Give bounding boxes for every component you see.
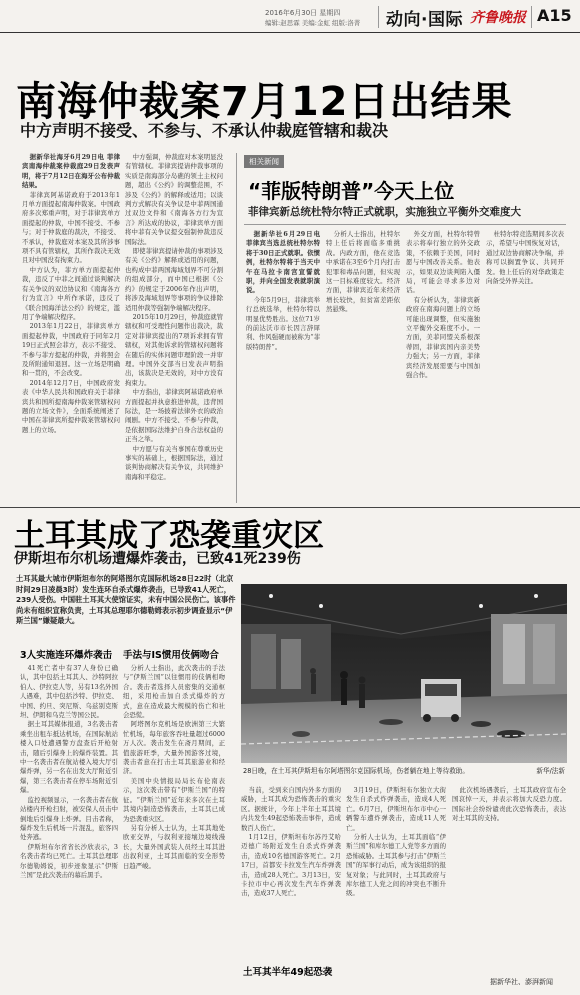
related-body-col3: 外交方面，杜特尔特曾表示将奉行独立的外交政策，不依赖于美国，同时愿与中国改善关系。他表示，如果双边谈判陷入僵局，可能会寻求多边对话。 有分析认为，菲律宾新政府在南海问题上的立场可能出现调整，但实施独立平衡外交难度不小。一方面，美菲同盟关系根深蒂固，菲律宾国内亲美势力强大；另一方面，菲律宾经济发展需要与中国加强合作。 — [406, 230, 480, 380]
story1-body-col1: 据新华社海牙6月29日电 菲律宾南海仲裁案仲裁庭29日发表声明，将于7月12日在海牙公布仲裁结果。 菲律宾阿基诺政府于2013年1月单方面提起南海仲裁案。中国政府多次郑重声明，对于菲律宾单方面提起的仲裁，中国不接受、不参与；对于仲裁庭的裁决，不接受、不承认，仲裁庭对本案及其所涉事项不具有管辖权，其所作裁决无效且对中国没有拘束力。 中方认为，菲方单方面提起仲裁，违反了中菲之间通过谈判解决有关争议的双边协议和《南海各方行为宣言》中所作承诺，违反了《联合国海洋法公约》的规定，滥用了争端解决程序。 2013年1月22日，菲律宾单方面提起仲裁，中国政府于同年2月19日正式照会菲方，表示不接受、不参与菲方提起的仲裁，并将照会及所附通知退回。这一立场是明确和一贯的，不会改变。 2014年12月7日，中国政府发表《中华人民共和国政府关于菲律宾共和国所提南海仲裁案管辖权问题的立场文件》，全面系统阐述了中国在菲律宾所提仲裁案管辖权问题上的立场。 — [22, 153, 120, 434]
related-body-col2: 分析人士指出，杜特尔特上任后将面临多重挑战。内政方面，他在竞选中承诺在3至6个月内打击犯罪和毒品问题，但实现这一目标难度较大。经济方面，菲律宾近年来经济增长较快，但贫富差距依然悬殊。 — [326, 230, 400, 314]
date-line: 2016年6月30日 星期四 — [265, 9, 341, 17]
story2-subhead: 伊斯坦布尔机场遭爆炸袭击，已致41死239伤 — [14, 551, 301, 567]
story2-lead: 土耳其最大城市伊斯坦布尔的阿塔图尔克国际机场28日22时（北京时间29日凌晨3时）发生连环自杀式爆炸袭击，已导致41人死亡，239人受伤。中国驻土耳其大使馆证实，未有中国公民伤亡。该事件尚未有组织宣称负责，土耳其总理耶尔德勒姆表示初步调查显示“伊斯兰国”嫌疑最大。 — [16, 574, 236, 626]
related-subhead: 菲律宾新总统杜特尔特正式就职，实施独立平衡外交难度大 — [248, 206, 521, 218]
related-headline: “菲版特朗普”今天上位 — [248, 179, 455, 203]
subsection1-body: 41死亡者中有37人身份已确认，其中包括土耳其人、沙特阿拉伯人、伊拉克人等，另有13名外国人遇难，其中包括沙特、伊拉克、中国、约旦、突尼斯、乌兹别克斯坦、伊朗和乌克兰等国公民。 据土耳其媒体报道，3名袭击者乘坐出租车抵达机场，在国际航站楼入口处遭遇警方盘查后开枪射击，随后引爆身上的爆炸装置。其中一名袭击者在航站楼入境大厅引爆炸弹，另一名在出发大厅附近引爆，第三名袭击者在停车场附近引爆。 监控视频显示，一名袭击者在航站楼内开枪扫射，被安保人员击中倒地后引爆身上炸弹。目击者称，爆炸发生后机场一片混乱，旅客四处奔逃。 伊斯坦布尔省省长沙欣表示，3名袭击者均已死亡。土耳其总理耶尔德勒姆说，初步迹象显示“伊斯兰国”是此次袭击的幕后黑手。 — [20, 664, 118, 879]
paper-name-logo: 齐鲁晚报 — [470, 10, 526, 26]
photo-caption: 28日晚，在土耳其伊斯坦布尔阿塔图尔克国际机场，伤者躺在地上等待救助。 新华/法新 — [243, 767, 565, 775]
page-number: A15 — [537, 6, 572, 25]
timeline-body-col1: 当前，受到来自国内外多方面的威胁，土耳其成为恐怖袭击的重灾区。据统计，今年上半年土耳其境内共发生49起恐怖袭击事件，造成数百人伤亡。 1月12日，伊斯坦布尔苏丹艾哈迈德广场附近发生自杀式炸弹袭击，造成10名德国游客死亡。2月17日，首都安卡拉发生汽车炸弹袭击，造成28人死亡。3月13日，安卡拉市中心再次发生汽车炸弹袭击，造成37人死亡。 — [241, 786, 341, 898]
timeline-body-col3: 此次机场遇袭后，土耳其政府宣布全国哀悼一天，并表示将加大反恐力度。国际社会纷纷谴责此次恐怖袭击，表达对土耳其的支持。 — [452, 786, 566, 823]
editors-line: 编辑:赵思霖 美编:金虹 组版:洛菁 — [265, 19, 361, 27]
story1-body-col2: 中方强调，仲裁庭对本案明显没有管辖权。菲律宾提请仲裁事项的实质是南海部分岛礁的领土主权问题，超出《公约》的调整范围，不涉及《公约》的解释或适用；以谈判方式解决有关争议是中菲两国通过双边文件和《南海各方行为宣言》所达成的协议，菲律宾单方面将中菲有关争议提交强制仲裁违反国际法。 即使菲律宾提请仲裁的事项涉及有关《公约》解释或适用的问题，也构成中菲两国海域划界不可分割的组成部分，而中国已根据《公约》的规定于2006年作出声明，将涉及海域划界等事项的争议排除适用仲裁等强制争端解决程序。 2015年10月29日，仲裁庭就管辖权和可受理性问题作出裁决，裁定对菲律宾提出的7项诉求拥有管辖权，对其他诉求的管辖权问题将在随后的实体问题审理阶段一并审理。中国外交部当日发表声明指出，该裁决是无效的，对中方没有拘束力。 中方指出，菲律宾阿基诺政府单方面提起并执意推进仲裁，违背国际法，是一场披着法律外衣的政治闹剧。中方不接受、不参与仲裁，是依据国际法维护自身合法权益的正当之举。 中方愿与有关当事国在尊重历史事实的基础上，根据国际法，通过谈判协商解决有关争议，共同维护南海和平稳定。 — [125, 153, 223, 481]
story1-headline: 南海仲裁案7月12日出结果 — [16, 79, 513, 125]
related-body-col4: 杜特尔特竞选期间多次表示，希望与中国恢复对话，通过双边协商解决争端，并称可以搁置争议、共同开发。他上任后的对华政策走向备受外界关注。 — [486, 230, 564, 286]
section-label: 动向·国际 — [386, 10, 463, 30]
photo-credit: 新华/法新 — [536, 767, 565, 775]
timeline-title: 土耳其半年49起恐袭 — [243, 967, 333, 978]
subsection2-title: 手法与IS惯用伎俩吻合 — [123, 650, 219, 661]
related-body-col1: 据新华社6月29日电 菲律宾当选总统杜特尔特将于30日正式就职。依惯例，杜特尔特将于当天中午在马拉卡南宫宣誓就职，并向全国发表就职演说。 今年5月9日，菲律宾举行总统选举，杜特尔特以明显优势胜出。这位71岁的前达沃市市长因言辞犀利、作风强硬而被称为“菲版特朗普”。 — [246, 230, 320, 351]
source-line: 据新华社、澎湃新闻 — [490, 978, 553, 986]
timeline-body-col2: 3月19日，伊斯坦布尔独立大街发生自杀式炸弹袭击，造成4人死亡。6月7日，伊斯坦布尔市中心一辆警车遭炸弹袭击，造成11人死亡。 分析人士认为，土耳其面临“伊斯兰国”和库尔德工人党等多方面的恐怖威胁。土耳其参与打击“伊斯兰国”的军事行动后，成为该组织的报复对象；与此同时，土耳其政府与库尔德工人党之间的冲突也不断升级。 — [346, 786, 446, 898]
airport-attack-photo — [241, 584, 567, 763]
subsection2-body: 分析人士指出，此次袭击的手法与“伊斯兰国”以往惯用的伎俩相吻合。袭击者选择人员密集的交通枢纽，采用枪击加自杀式爆炸的方式，意在造成最大规模的伤亡和社会恐慌。 阿塔图尔克机场是欧洲第三大繁忙机场，每年旅客吞吐量超过6000万人次。袭击发生在斋月期间，正值旅游旺季，大量外国游客过境，袭击者意在打击土耳其旅游业和经济。 美国中央情报局局长布伦南表示，这次袭击带有“伊斯兰国”的特征。“伊斯兰国”近年来多次在土耳其境内制造恐怖袭击，土耳其已成为恐袭重灾区。 另有分析人士认为，土耳其地处欧亚交界，与叙利亚接壤边境线漫长，大量外国武装人员经土耳其进出叙利亚，土耳其面临的安全形势日趋严峻。 — [123, 664, 225, 870]
subsection1-title: 3人实施连环爆炸袭击 — [20, 650, 113, 661]
story1-subhead: 中方声明不接受、不参与、不承认仲裁庭管辖和裁决 — [20, 121, 389, 140]
story2-headline: 土耳其成了恐袭重灾区 — [14, 518, 324, 554]
related-label: 相关新闻 — [244, 155, 284, 168]
